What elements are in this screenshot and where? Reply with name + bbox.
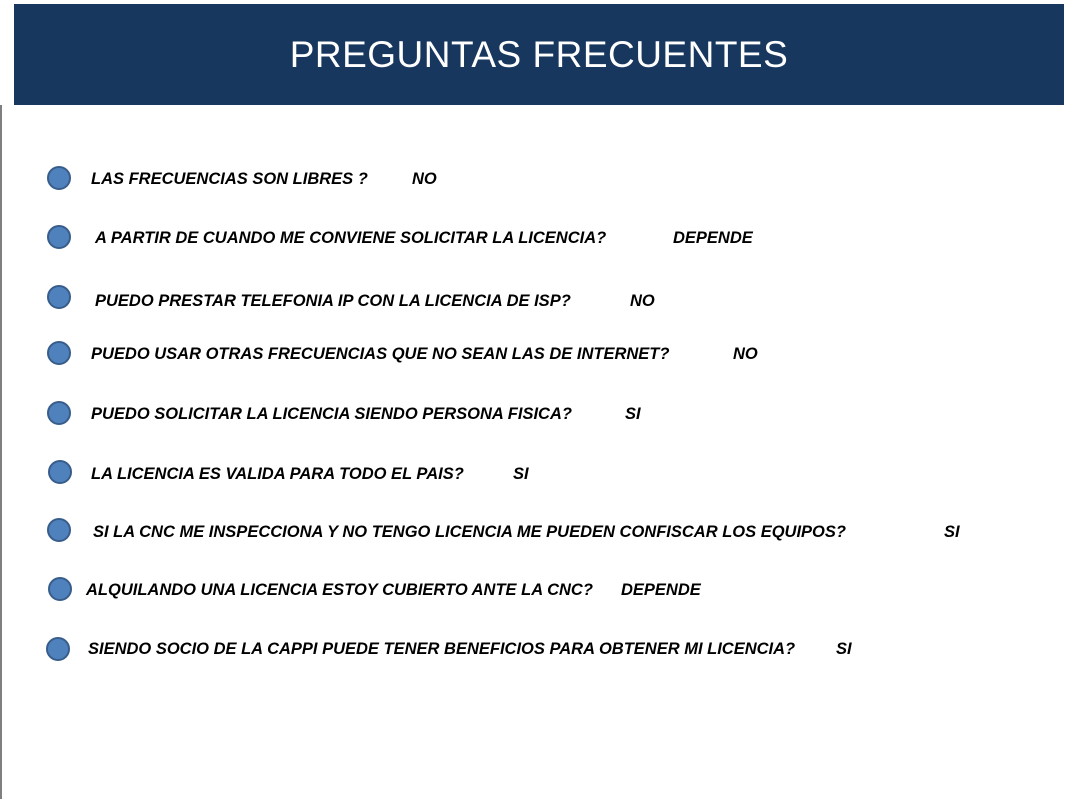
faq-answer: SI	[836, 640, 852, 658]
page-title: PREGUNTAS FRECUENTES	[289, 33, 789, 75]
bullet-icon	[47, 341, 71, 365]
faq-question: ALQUILANDO UNA LICENCIA ESTOY CUBIERTO ANTE LA CNC?	[86, 581, 593, 599]
faq-question: SIENDO SOCIO DE LA CAPPI PUEDE TENER BENEFICIOS PARA OBTENER MI LICENCIA?	[88, 640, 796, 658]
faq-question: LA LICENCIA ES VALIDA PARA TODO EL PAIS?	[91, 465, 464, 483]
bullet-icon	[47, 401, 71, 425]
faq-answer: DEPENDE	[673, 229, 753, 247]
bullet-icon	[47, 518, 71, 542]
bullet-icon	[47, 225, 71, 249]
faq-answer: SI	[513, 465, 529, 483]
bullet-icon	[46, 637, 70, 661]
faq-answer: NO	[412, 170, 437, 188]
faq-answer: NO	[733, 345, 758, 363]
faq-question: A PARTIR DE CUANDO ME CONVIENE SOLICITAR LA LICENCIA?	[95, 229, 607, 247]
faq-question: PUEDO USAR OTRAS FRECUENCIAS QUE NO SEAN LAS DE INTERNET?	[91, 345, 670, 363]
faq-question: SI LA CNC ME INSPECCIONA Y NO TENGO LICENCIA ME PUEDEN CONFISCAR LOS EQUIPOS?	[93, 523, 846, 541]
bullet-icon	[48, 460, 72, 484]
faq-answer: DEPENDE	[621, 581, 701, 599]
bullet-icon	[47, 166, 71, 190]
faq-question: PUEDO PRESTAR TELEFONIA IP CON LA LICENCIA DE ISP?	[95, 292, 571, 310]
faq-answer: SI	[625, 405, 641, 423]
bullet-icon	[48, 577, 72, 601]
bullet-icon	[47, 285, 71, 309]
faq-question: PUEDO SOLICITAR LA LICENCIA SIENDO PERSONA FISICA?	[91, 405, 572, 423]
faq-question: LAS FRECUENCIAS SON LIBRES ?	[91, 170, 368, 188]
faq-answer: NO	[630, 292, 655, 310]
faq-answer: SI	[944, 523, 960, 541]
